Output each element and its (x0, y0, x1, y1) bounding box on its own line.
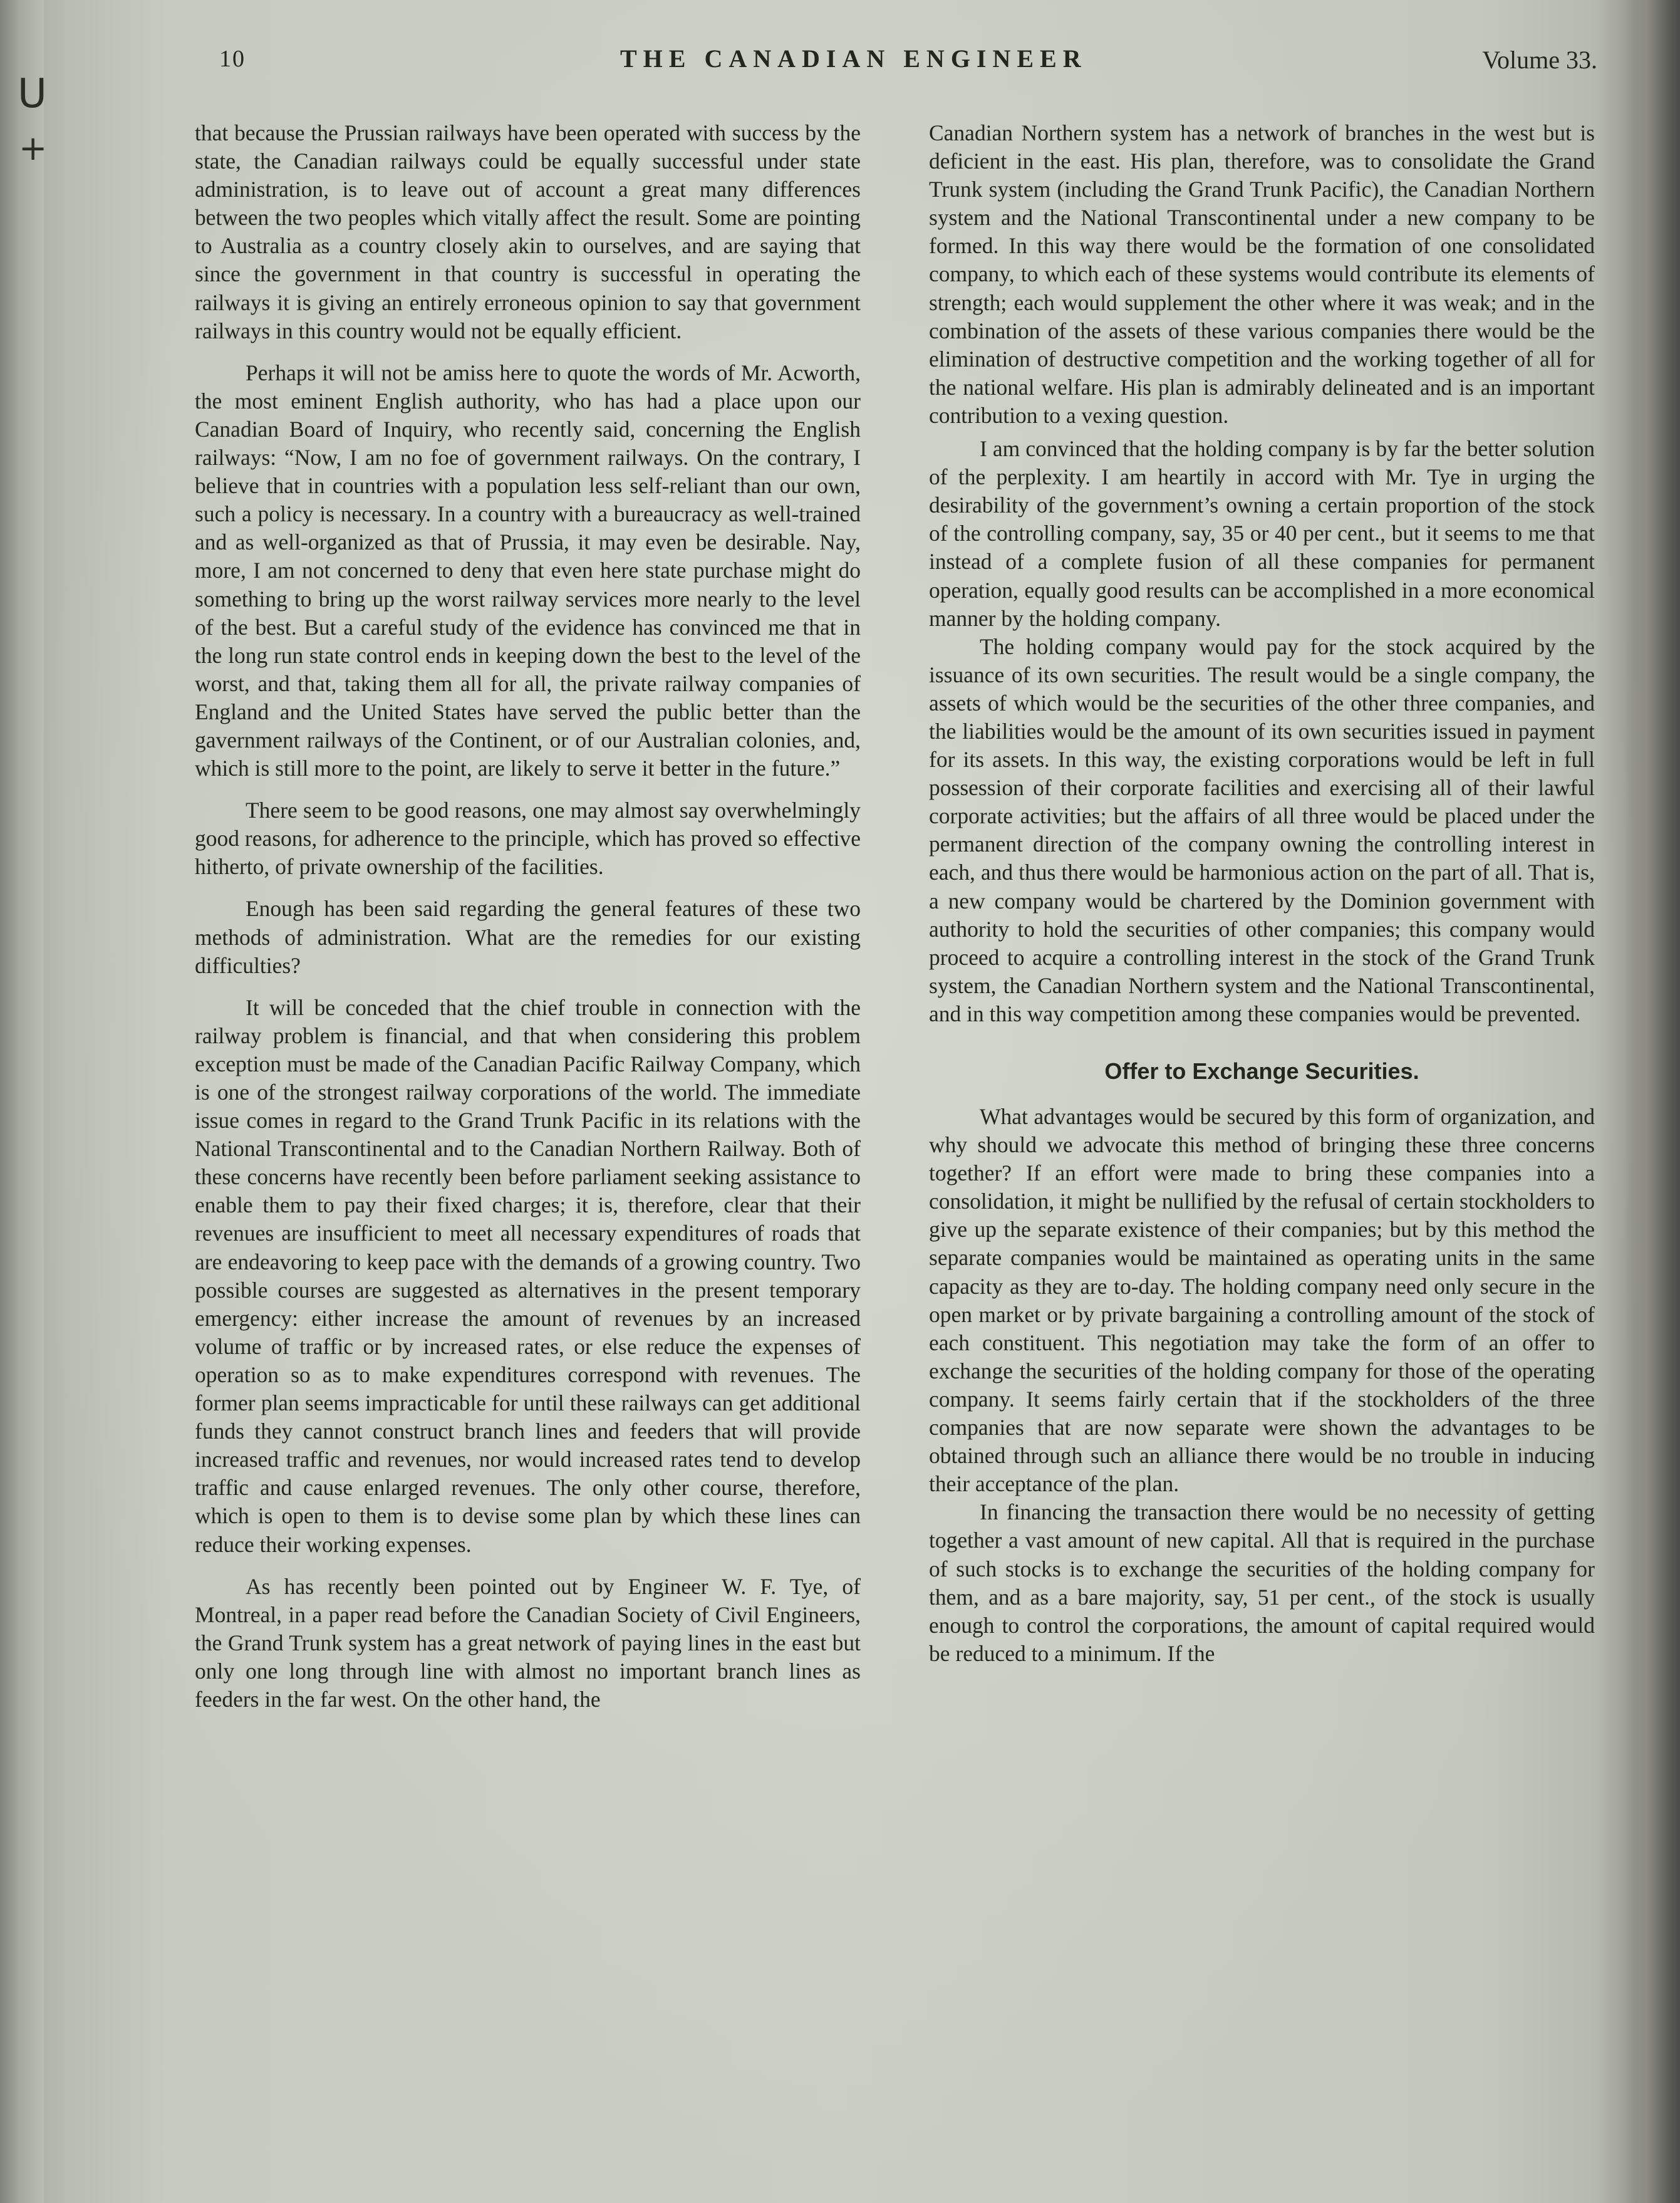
page-binding-shadow-right (1624, 0, 1680, 2203)
paragraph: There seem to be good reasons, one may almost say overwhelmingly good reasons, for adherence to the principle, which has proved so effective hitherto, of private ownership of the facilities. (195, 798, 861, 880)
page-binding-shadow-left (0, 0, 44, 2203)
handwritten-margin-mark: U (18, 71, 47, 117)
section-heading: Offer to Exchange Securities. (1104, 1058, 1419, 1084)
paragraph: that because the Prussian railways have been operated with success by the state, the Canadian railways could be equally successful under state administration, is to leave out of account a great many differences between the two peoples which vitally affect the result. Some are pointing to Australia as a country closely akin to ourselves, and are saying that since the government in that country is successful in operating the railways it is giving an entirely erroneous opinion to say that government railways in this country would not be equally efficient. (195, 120, 861, 343)
paragraph: Canadian Northern system has a network of branches in the west but is deficient in the east. His plan, therefore, was to consolidate the Grand Trunk system (including the Grand Trunk Pacific), the Canadian Northern system and the National Transcontinental under a new company to be formed. In this way there would be the formation of one consolidated company, to which each of these systems would contribute its elements of strength; each would supplement the other where it was weak; and in the combination of the assets of these various companies there would be the elimination of destructive competition and the working together of all for the national welfare. His plan is admirably delineated and is an important contribution to a vexing question. (929, 120, 1595, 428)
page-number: 10 (219, 46, 246, 72)
paragraph: The holding company would pay for the stock acquired by the issuance of its own securities. The result would be a single company, the assets of which would be the securities of the other three companies, and the liabilities would be the amount of its own securities issued in payment for its assets. In this way, the existing corporations would be left in full possession of their corporate facilities and exercising all of their lawful corporate activities; but the affairs of all three would be placed under the permanent direction of the company owning the controlling interest in each, and thus there would be harmonious action on the part of all. That is, a new company would be chartered by the Dominion government with authority to hold the securities of other companies; this company would proceed to acquire a controlling interest in the stock of the Grand Trunk system, the Canadian Northern system and the National Transcontinental, and in this way competition among these companies would be prevented. (929, 633, 1595, 1026)
running-header (219, 45, 1597, 83)
left-text-column (195, 119, 861, 1714)
paragraph: Enough has been said regarding the general features of these two methods of administration. What are the remedies for our existing difficulties? (195, 896, 861, 978)
paragraph: As has recently been pointed out by Engineer W. F. Tye, of Montreal, in a paper read before the Canadian Society of Civil Engineers, the Grand Trunk system has a great network of paying lines in the east but only one long through line with almost no important branch lines as feeders in the far west. On the other hand, the (195, 1573, 861, 1712)
paragraph: What advantages would be secured by this form of organization, and why should we advocate this method of bringing these three concerns together? If an effort were made to bring these companies into a consolidation, it might be nullified by the refusal of certain stockholders to give up the separate existence of their companies; but by this method the separate companies would be maintained as operating units in the same capacity as they are to-day. The holding company need only secure in the open market or by private bargaining a controlling amount of the stock of each constituent. This negotiation may take the form of an offer to exchange the securities of the holding company for those of the operating company. It seems fairly certain that if the stockholders of the three companies that are now separate were shown the advantages to be obtained through such an alliance there would be no trouble in inducing their acceptance of the plan. (929, 1104, 1595, 1497)
handwritten-margin-mark: + (19, 128, 48, 168)
volume-label: Volume 33. (1482, 46, 1597, 74)
paragraph: It will be conceded that the chief trouble in connection with the railway problem is financial, and that when considering this problem exception must be made of the Canadian Pacific Railway Company, which is one of the strongest railway corporations of the world. The immediate issue comes in regard to the Grand Trunk Pacific in its relations with the National Transcontinental and to the Canadian Northern Railway. Both of these concerns have recently been before parliament seeking assistance to enable them to pay their fixed charges; it is, therefore, clear that their revenues are insufficient to meet all necessary expenditures of roads that are endeavoring to keep pace with the demands of a growing country. Two possible courses are suggested as alternatives in the present temporary emergency: either increase the amount of revenues by an increased volume of traffic or by increased rates, or else reduce the expenses of operation so as to make expenditures correspond with revenues. The former plan seems impracticable for until these railways can get additional funds they cannot construct branch lines and feeders that will provide increased traffic and revenues, nor would increased rates tend to develop traffic and cause enlarged revenues. The only other course, therefore, which is open to them is to devise some plan by which these lines can reduce their working expenses. (195, 994, 861, 1557)
paragraph: Perhaps it will not be amiss here to quote the words of Mr. Acworth, the most eminent English authority, who has had a place upon our Canadian Board of Inquiry, who recently said, concerning the English railways: “Now, I am no foe of government railways. On the contrary, I believe that in countries with a population less self-reliant than our own, such a policy is necessary. In a country with a bureaucracy as well-trained and as well-organized as that of Prussia, it may even be desirable. Nay, more, I am not concerned to deny that even here state purchase might do something to bring up the worst railway services more nearly to the level of the best. But a careful study of the evidence has convinced me that in the long run state control ends in keeping down the best to the level of the worst, and that, taking them all for all, the private railway companies of England and the United States have served the public better than the gavernment railways of the Continent, or of our Australian colonies, and, which is still more to the point, are likely to serve it better in the future.” (195, 360, 861, 781)
paragraph: In financing the transaction there would be no necessity of getting together a vast amount of new capital. All that is required in the purchase of such stocks is to exchange the securities of the holding company for them, and as a bare majority, say, 51 per cent., of the stock is usually enough to control the corporations, the amount of capital required would be reduced to a minimum. If the (929, 1499, 1595, 1666)
journal-title: THE CANADIAN ENGINEER (620, 44, 1087, 73)
right-text-column (929, 119, 1595, 1668)
paragraph: I am convinced that the holding company is by far the better solution of the perplexity. I am heartily in accord with Mr. Tye in urging the desirability of the government’s owning a certain proportion of the stock of the controlling company, say, 35 or 40 per cent., but it seems to me that instead of a complete fusion of all these companies for permanent operation, equally good results can be accomplished in a more economical manner by the holding company. (929, 436, 1595, 631)
